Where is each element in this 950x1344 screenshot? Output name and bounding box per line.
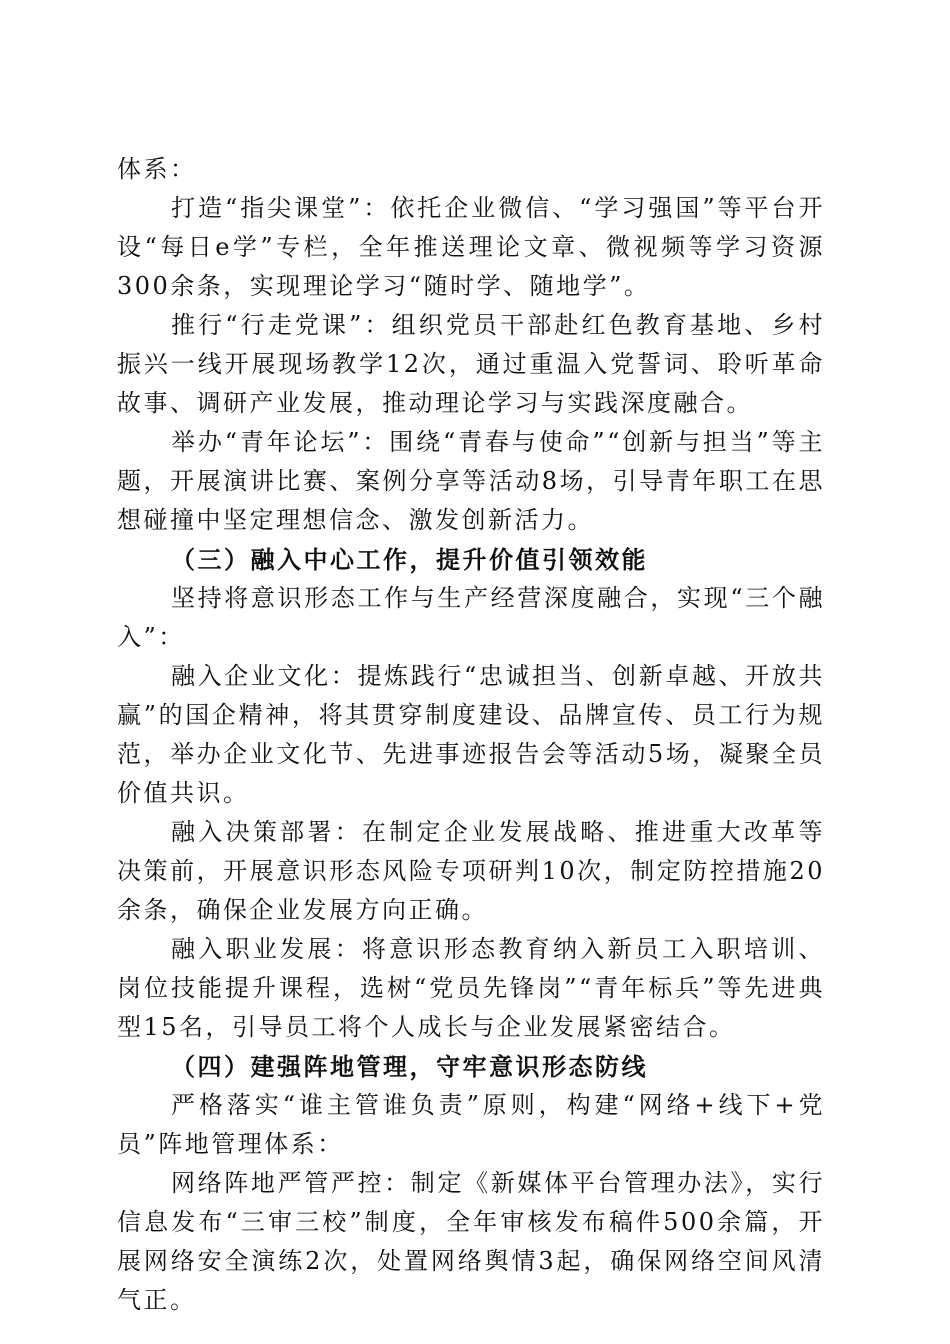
paragraph-three-integrations-intro: 坚持将意识形态工作与生产经营深度融合，实现“三个融入”： bbox=[117, 584, 825, 651]
section-heading-4: （四）建强阵地管理，守牢意识形态防线 bbox=[171, 1052, 648, 1081]
section-heading-3: （三）融入中心工作，提升价值引领效能 bbox=[171, 545, 648, 574]
paragraph-youth-forum: 举办“青年论坛”：围绕“青春与使命”“创新与担当”等主题，开展演讲比赛、案例分享等活动8场，引导青年职工在思想碰撞中坚定理想信念、激发创新活力。 bbox=[117, 428, 825, 534]
paragraph-continuation: 体系： bbox=[117, 155, 197, 183]
paragraph-network-position: 网络阵地严管严控：制定《新媒体平台管理办法》，实行信息发布“三审三校”制度，全年审核发布稿件500余篇，开展网络安全演练2次，处置网络舆情3起，确保网络空间风清气正。 bbox=[117, 1169, 825, 1314]
paragraph-career-development: 融入职业发展：将意识形态教育纳入新员工入职培训、岗位技能提升课程，选树“党员先锋岗”“青年标兵”等先进典型15名，引导员工将个人成长与企业发展紧密结合。 bbox=[117, 935, 825, 1041]
paragraph-position-management-intro: 严格落实“谁主管谁负责”原则，构建“网络+线下+党员”阵地管理体系： bbox=[117, 1091, 825, 1158]
paragraph-corporate-culture: 融入企业文化：提炼践行“忠诚担当、创新卓越、开放共赢”的国企精神，将其贯穿制度建设、品牌宣传、员工行为规范，举办企业文化节、先进事迹报告会等活动5场，凝聚全员价值共识。 bbox=[117, 662, 825, 807]
document-body bbox=[117, 150, 825, 1320]
paragraph-walking-party-lesson: 推行“行走党课”：组织党员干部赴红色教育基地、乡村振兴一线开展现场教学12次，通过重温入党誓词、聆听革命故事、调研产业发展，推动理论学习与实践深度融合。 bbox=[117, 311, 825, 417]
paragraph-fingertip-classroom: 打造“指尖课堂”：依托企业微信、“学习强国”等平台开设“每日e学”专栏，全年推送理论文章、微视频等学习资源300余条，实现理论学习“随时学、随地学”。 bbox=[117, 194, 825, 300]
paragraph-decision-making: 融入决策部署：在制定企业发展战略、推进重大改革等决策前，开展意识形态风险专项研判10次，制定防控措施20余条，确保企业发展方向正确。 bbox=[117, 818, 825, 924]
